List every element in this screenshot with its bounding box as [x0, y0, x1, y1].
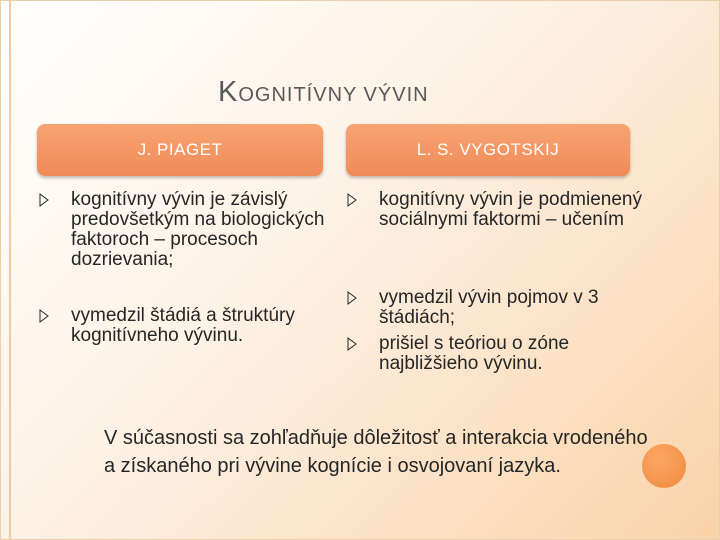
column-heading-vygotskij: [346, 124, 630, 176]
list-item-text: vymedzil štádiá a štruktúry kognitívneho vývinu.: [71, 305, 295, 346]
list-item-text: kognitívny vývin je podmienený sociálnymi faktormi – učením: [379, 189, 642, 230]
list-item-text: kognitívny vývin je závislý predovšetkým na biologických faktoroch – procesoch dozrievania;: [71, 189, 325, 270]
bullet-marker-icon: [346, 337, 358, 351]
column-heading-piaget: [37, 124, 323, 176]
list-item: [38, 190, 328, 270]
column-heading-vygotskij-label: L. S. VYGOTSKIJ: [416, 140, 560, 159]
orange-circle-icon: [642, 444, 686, 488]
bullet-marker-icon: [38, 193, 50, 207]
summary-note: V súčasnosti sa zohľadňuje dôležitosť a interakcia vrodeného a získaného pri vývine kognície i osvojovaní jazyka.: [104, 427, 648, 477]
list-item: [346, 288, 646, 328]
column-heading-piaget-label: J. PIAGET: [137, 140, 223, 159]
slide-title-rest: OGNITÍVNY VÝVIN: [238, 84, 429, 106]
list-item: [38, 306, 328, 346]
list-item-text: prišiel s teóriou o zóne najbližšieho vývinu.: [379, 333, 570, 374]
bullet-marker-icon: [346, 291, 358, 305]
left-accent-rule: [9, 0, 11, 540]
bullet-marker-icon: [38, 309, 50, 323]
bullet-marker-icon: [346, 193, 358, 207]
list-item-text: vymedzil vývin pojmov v 3 štádiách;: [379, 287, 599, 328]
slide-title: [218, 76, 429, 109]
list-item: [346, 190, 646, 230]
list-item: [346, 334, 646, 374]
slide-title-initial: K: [218, 76, 239, 108]
